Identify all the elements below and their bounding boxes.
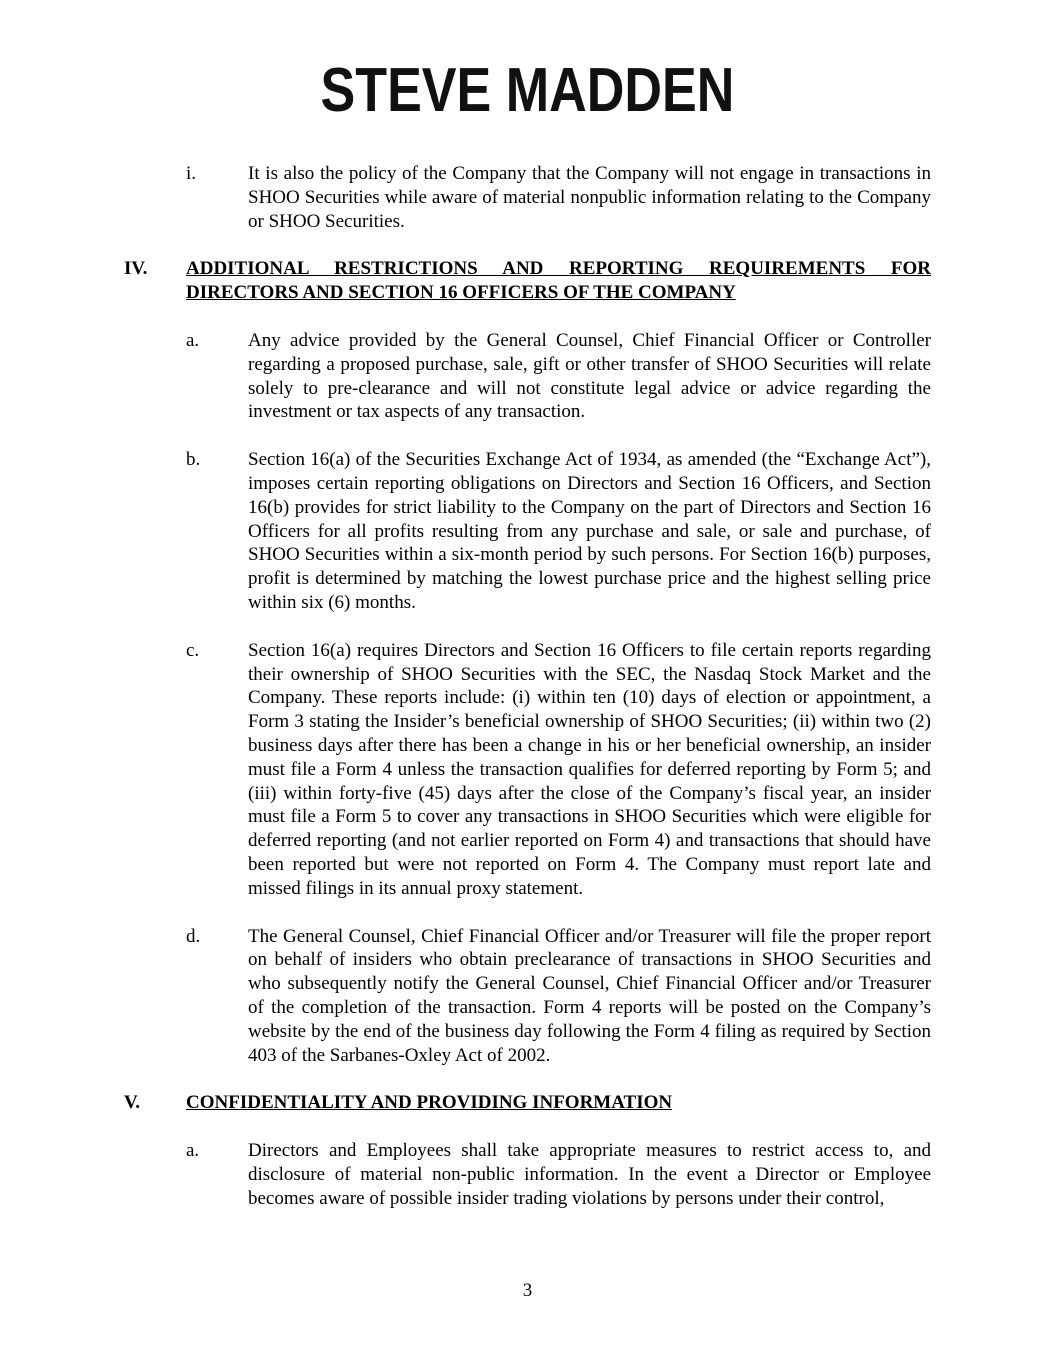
list-label: a. xyxy=(186,1140,200,1162)
section-heading-v xyxy=(124,1091,931,1115)
paragraph-text: Section 16(a) of the Securities Exchange Act of 1934, as amended (the “Exchange Act”), imposes certain reporting obligations on Directors and Section 16 Officers, and Section 16(b) provides for strict liability to the Company on the part of Directors and Section 16 Officers for all profits resulting from any purchase and sale, or sale and purchase, of SHOO Securities within a six-month period by such persons. For Section 16(b) purposes, profit is determined by matching the lowest purchase price and the highest selling price within six (6) months. xyxy=(248,449,931,613)
section-heading-iv xyxy=(124,257,931,305)
section-title: ADDITIONAL RESTRICTIONS AND REPORTING REQUIREMENTS FOR DIRECTORS AND SECTION 16 OFFICERS OF THE COMPANY xyxy=(186,258,931,304)
paragraph-text: Section 16(a) requires Directors and Section 16 Officers to file certain reports regarding their ownership of SHOO Securities with the SEC, the Nasdaq Stock Market and the Company. These reports include: (i) within ten (10) days of election or appointment, a Form 3 stating the Insider’s beneficial ownership of SHOO Securities; (ii) within two (2) business days after there has been a change in his or her beneficial ownership, an insider must file a Form 4 unless the transaction qualifies for deferred reporting by Form 5; and (iii) within forty-five (45) days after the close of the Company’s fiscal year, an insider must file a Form 5 to cover any transactions in SHOO Securities which were eligible for deferred reporting (and not earlier reported on Form 4) and transactions that should have been reported but were not reported on Form 4. The Company must report late and missed filings in its annual proxy statement. xyxy=(248,639,931,899)
company-logo: STEVE MADDEN xyxy=(320,56,735,125)
paragraph-iv-d xyxy=(124,925,931,1068)
list-label: a. xyxy=(186,329,200,351)
paragraph-i xyxy=(124,162,931,233)
section-title: CONFIDENTIALITY AND PROVIDING INFORMATION xyxy=(186,1092,673,1114)
list-label: d. xyxy=(186,925,201,947)
list-label: i. xyxy=(186,163,197,184)
paragraph-iv-b xyxy=(124,448,931,615)
paragraph-text: It is also the policy of the Company that the Company will not engage in transactions in SHOO Securities while aware of material nonpublic information relating to the Company or SHOO Securities. xyxy=(248,163,931,232)
paragraph-v-a xyxy=(124,1139,931,1210)
section-number: V. xyxy=(124,1092,141,1114)
paragraph-text: Any advice provided by the General Counsel, Chief Financial Officer or Controller regarding a proposed purchase, sale, gift or other transfer of SHOO Securities will relate solely to pre-clearance and will not constitute legal advice or advice regarding the investment or tax aspects of any transaction. xyxy=(248,329,931,423)
section-number: IV. xyxy=(124,258,148,280)
document-body xyxy=(124,162,931,1210)
page-number: 3 xyxy=(522,1280,533,1301)
paragraph-iv-a xyxy=(124,329,931,424)
paragraph-iv-c xyxy=(124,639,931,901)
list-label: b. xyxy=(186,449,201,471)
paragraph-text: Directors and Employees shall take appropriate measures to restrict access to, and disclosure of material non-public information. In the event a Director or Employee becomes aware of possible insider trading violations by persons under their control, xyxy=(248,1140,931,1209)
list-label: c. xyxy=(186,639,200,661)
paragraph-text: The General Counsel, Chief Financial Officer and/or Treasurer will file the proper report on behalf of insiders who obtain preclearance of transactions in SHOO Securities and who subsequently notify the General Counsel, Chief Financial Officer and/or Treasurer of the completion of the transaction. Form 4 reports will be posted on the Company’s website by the end of the business day following the Form 4 filing as required by Section 403 of the Sarbanes-Oxley Act of 2002. xyxy=(248,925,931,1066)
